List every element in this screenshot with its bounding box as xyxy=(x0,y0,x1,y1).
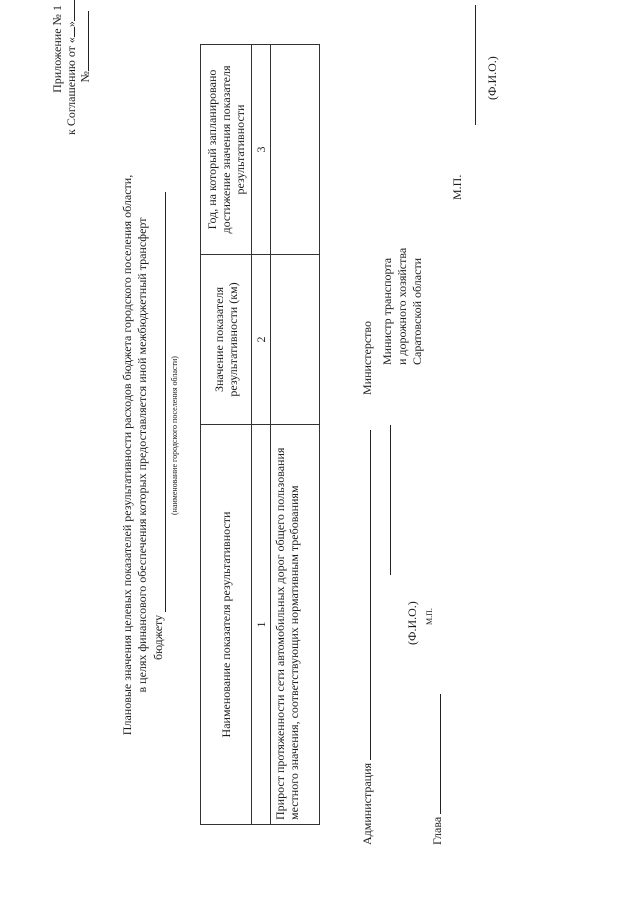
column-number-3: 3 xyxy=(252,45,271,255)
target-year-cell xyxy=(271,45,320,255)
right-signature-block xyxy=(360,5,499,425)
day-blank xyxy=(74,27,75,37)
header-indicator-name: Наименование показателя результативности xyxy=(201,425,252,825)
heading-line-3 xyxy=(151,160,166,660)
table-header-row xyxy=(201,45,252,825)
header-indicator-value: Значение показателя результативности (км) xyxy=(201,255,252,425)
right-position-line-3: Саратовской области xyxy=(410,257,424,365)
right-seal: М.П. xyxy=(450,174,464,200)
column-number-2: 2 xyxy=(252,255,271,425)
indicator-name-cell: Прирост протяженности сети автомобильных дорог общего пользования местного значения, соответствующих нормативным требованиям xyxy=(271,425,320,825)
month-blank xyxy=(74,0,75,21)
left-position-label: Глава xyxy=(430,816,444,845)
appendix-number-line xyxy=(78,5,92,135)
indicator-value-cell xyxy=(271,255,320,425)
right-position-line-1: Министр транспорта xyxy=(380,257,394,365)
left-org-blank xyxy=(370,430,371,760)
left-signature-blank xyxy=(390,425,391,575)
indicator-table xyxy=(200,44,320,825)
number-blank xyxy=(88,11,89,71)
budget-caption: (наименование городского поселения области) xyxy=(170,356,179,515)
appendix-agreement-line xyxy=(64,5,78,135)
left-org-label: Администрация xyxy=(360,762,374,845)
right-position xyxy=(380,248,425,365)
right-signature-blank xyxy=(475,5,476,125)
budget-label: бюджету xyxy=(151,614,165,660)
left-position-line xyxy=(430,694,445,845)
table-row xyxy=(271,45,320,825)
number-sign: № xyxy=(78,71,92,83)
appendix-title: Приложение № 1 xyxy=(50,5,64,93)
document-heading xyxy=(120,65,150,845)
right-org: Министерство xyxy=(360,321,374,395)
left-seal: М.П. xyxy=(425,608,434,625)
left-org-line xyxy=(360,430,375,845)
agreement-quote: » xyxy=(64,21,78,28)
left-fio: (Ф.И.О.) xyxy=(405,601,419,645)
column-number-row xyxy=(252,45,271,825)
heading-line-2: в целях финансового обеспечения которых предоставляется иной межбюджетный трансферт xyxy=(135,217,149,693)
column-number-1: 1 xyxy=(252,425,271,825)
heading-line-1: Плановые значения целевых показателей результативности расходов бюджета городского поселения области, xyxy=(120,174,134,736)
budget-name-blank xyxy=(165,192,166,612)
left-signature-block xyxy=(360,425,480,845)
right-position-line-2: и дорожного хозяйства xyxy=(395,247,409,365)
agreement-prefix: к Соглашению от « xyxy=(64,37,78,135)
left-position-blank xyxy=(440,694,441,814)
appendix-block xyxy=(50,5,92,135)
header-target-year: Год, на который запланировано достижение значения показателя результативности xyxy=(201,45,252,255)
right-fio: (Ф.И.О.) xyxy=(485,56,499,100)
